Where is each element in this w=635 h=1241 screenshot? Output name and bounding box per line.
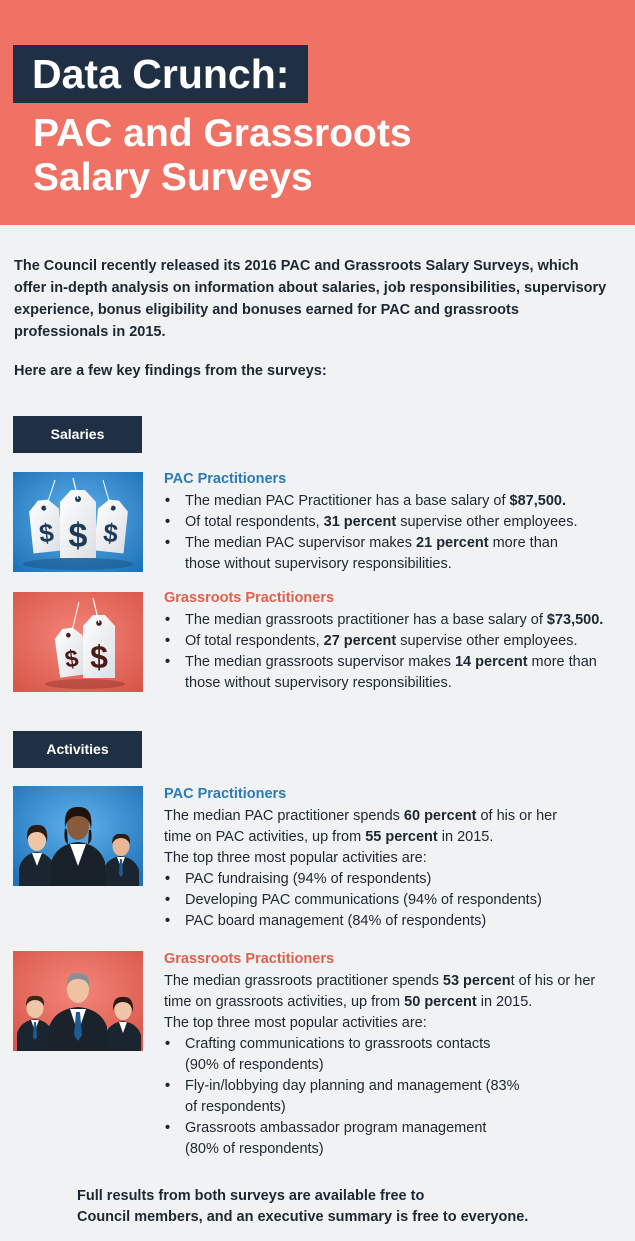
activities-grassroots-intro: The top three most popular activities are: [164,1015,427,1031]
list-item: • PAC fundraising (94% of respondents) [164,869,624,890]
paragraph-text: The median PAC practitioner spends [164,808,404,824]
paragraph-text: in 2015. [437,829,494,845]
list-item-text: The median PAC Practitioner has a base salary of [185,493,510,509]
salaries-pac-block [164,469,624,575]
list-item [164,491,624,512]
hero-subtitle [33,112,593,200]
activities-pac-intro: The top three most popular activities are: [164,850,427,866]
salaries-grassroots-list [164,610,624,694]
activities-pac-heading: PAC Practitioners [164,786,287,802]
activities-pac-block [164,784,624,932]
list-item-text: The median grassroots practitioner has a base salary of [185,612,547,628]
salaries-pac-list [164,491,624,575]
svg-text:$: $ [68,517,88,555]
paragraph-text: of his or her time on PAC activities, up from [164,808,558,845]
activities-grassroots-heading: Grassroots Practitioners [164,951,335,967]
salaries-grassroots-heading: Grassroots Practitioners [164,590,335,606]
activities-grassroots-paragraph [164,971,624,1013]
list-item: • Crafting communications to grassroots contacts (90% of respondents) [164,1034,524,1076]
footer-line2: Council members, and an executive summary is free to everyone. [77,1209,529,1225]
list-item-text: The median PAC supervisor makes [185,535,417,551]
intro-paragraph: The Council recently released its 2016 PAC and Grassroots Salary Surveys, which offer in-depth analysis on information about salaries, job responsibilities, supervisory experience, bonus eligibility and bonuses earned for PAC and grassroots professionals in 2015. [14,258,607,340]
list-item-text: supervise other employees. [396,514,578,530]
list-item [164,512,624,533]
section-tag-salaries: Salaries [13,416,142,453]
paragraph-text: in 2015. [476,994,533,1010]
list-item [164,533,624,575]
paragraph-bold: 55 percent [365,829,438,845]
paragraph-bold: 53 percen [442,973,511,989]
hero-subtitle-line1: PAC and Grassroots [33,112,412,155]
salaries-pac-heading: PAC Practitioners [164,471,287,487]
price-tags-icon [13,592,143,692]
list-item-text: more than those without supervisory responsibilities. [185,654,597,691]
list-item [164,652,624,694]
activities-grassroots-block [164,949,624,1160]
list-item-bold: 27 percent [323,633,397,649]
list-item-bold: $73,500. [546,612,604,628]
list-item-bold: $87,500. [509,493,566,509]
business-people-icon [13,786,143,886]
paragraph-bold: 60 percent [403,808,477,824]
activities-pac-list [164,869,624,932]
paragraph-bold: 50 percent [404,994,477,1010]
activities-grassroots-list [164,1034,624,1160]
list-item-text: The median grassroots supervisor makes [185,654,455,670]
list-item [164,610,624,631]
list-item [164,631,624,652]
list-item-text: Of total respondents, [185,633,324,649]
list-item: • Developing PAC communications (94% of respondents) [164,890,624,911]
list-item-text: supervise other employees. [396,633,578,649]
section-tag-activities: Activities [13,731,142,768]
hero-subtitle-line2: Salary Surveys [33,156,313,199]
list-item-text: more than those without supervisory responsibilities. [185,535,558,572]
svg-text:$: $ [37,517,56,549]
paragraph-text: The median grassroots practitioner spends [164,973,443,989]
list-item-bold: 14 percent [454,654,528,670]
hero-banner [0,0,635,225]
footer-line1: Full results from both surveys are available free to [77,1188,425,1204]
activities-pac-paragraph [164,806,624,848]
paragraph-text: t of his or her time on grassroots activities, up from [164,973,596,1010]
svg-text:$: $ [101,517,120,549]
list-item: • Fly-in/lobbying day planning and management (83% of respondents) [164,1076,524,1118]
list-item-bold: 21 percent [416,535,489,551]
salaries-grassroots-block [164,588,624,694]
footer-note [77,1186,597,1228]
price-tags-icon [13,472,143,572]
key-findings-lead: Here are a few key findings from the surveys: [14,363,327,379]
list-item-text: Of total respondents, [185,514,324,530]
list-item: • PAC board management (84% of respondents) [164,911,624,932]
svg-text:$: $ [90,639,108,675]
svg-text:$: $ [63,645,81,674]
business-people-icon [13,951,143,1051]
hero-title: Data Crunch: [13,45,308,103]
list-item-bold: 31 percent [323,514,397,530]
list-item: • Grassroots ambassador program management (80% of respondents) [164,1118,524,1160]
